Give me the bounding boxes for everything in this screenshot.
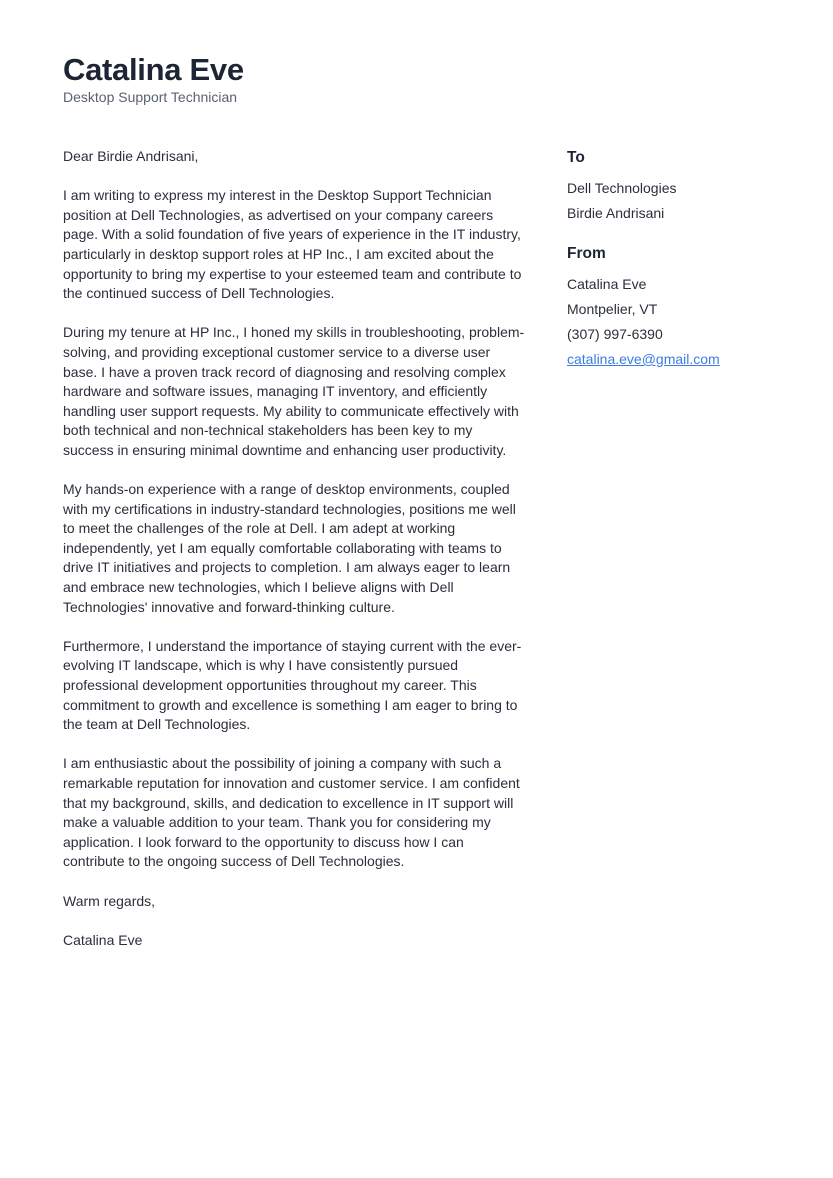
from-section bbox=[567, 244, 787, 372]
paragraph-3: My hands-on experience with a range of desktop environments, coupled with my certifications in industry-standard technologies, positions me well to meet the challenges of the role at Dell. I am adept at working independently, yet I am equally comfortable collaborating with teams to drive IT initiatives and projects to completion. I am always eager to learn and embrace new technologies, which I believe aligns with Dell Technologies' innovative and forward-thinking culture. bbox=[63, 481, 516, 615]
paragraph-4: Furthermore, I understand the importance of staying current with the ever-evolving IT landscape, which is why I have consistently pursued professional development opportunities throughout my career. This commitment to growth and excellence is something I am eager to bring to the team at Dell Technologies. bbox=[63, 637, 522, 733]
salutation: Dear Birdie Andrisani, bbox=[63, 148, 199, 164]
letter-body bbox=[63, 147, 525, 970]
contact-sidebar bbox=[567, 148, 787, 390]
paragraph-2: During my tenure at HP Inc., I honed my skills in troubleshooting, problem-solving, and providing exceptional customer service to a diverse user base. I have a proven track record of diagnosing and resolving complex hardware and software issues, managing IT inventory, and efficiently handling user support requests. My ability to communicate effectively with both technical and non-technical stakeholders has been key to my success in ensuring minimal downtime and enhancing user productivity. bbox=[63, 324, 525, 458]
sender-location: Montpelier, VT bbox=[567, 301, 658, 317]
closing: Warm regards, bbox=[63, 892, 156, 909]
paragraph-5: I am enthusiastic about the possibility of joining a company with such a remarkable reputation for innovation and customer service. I am confident that my background, skills, and dedication to excellence in IT support will make a valuable addition to your team. Thank you for considering my application. I look forward to the opportunity to discuss how I can contribute to the ongoing success of Dell Technologies. bbox=[63, 755, 520, 870]
signature: Catalina Eve bbox=[63, 931, 143, 948]
job-title: Desktop Support Technician bbox=[63, 89, 238, 105]
sender-email-link[interactable]: catalina.eve@gmail.com bbox=[567, 351, 720, 367]
paragraph-1: I am writing to express my interest in the Desktop Support Technician position at Dell Technologies, as advertised on your company careers page. With a solid foundation of five years of experience in the IT industry, particularly in desktop support roles at HP Inc., I am excited about the opportunity to bring my expertise to your esteemed team and contribute to the continued success of Dell Technologies. bbox=[63, 187, 522, 302]
recipient-company: Dell Technologies bbox=[567, 180, 677, 196]
sender-name-heading: Catalina Eve bbox=[63, 52, 244, 87]
sender-phone: (307) 997-6390 bbox=[567, 326, 663, 342]
recipient-name: Birdie Andrisani bbox=[567, 205, 665, 221]
to-heading: To bbox=[567, 149, 585, 166]
from-heading: From bbox=[567, 245, 606, 262]
letter-header bbox=[63, 52, 763, 106]
sender-name: Catalina Eve bbox=[567, 276, 647, 292]
to-section bbox=[567, 148, 787, 226]
